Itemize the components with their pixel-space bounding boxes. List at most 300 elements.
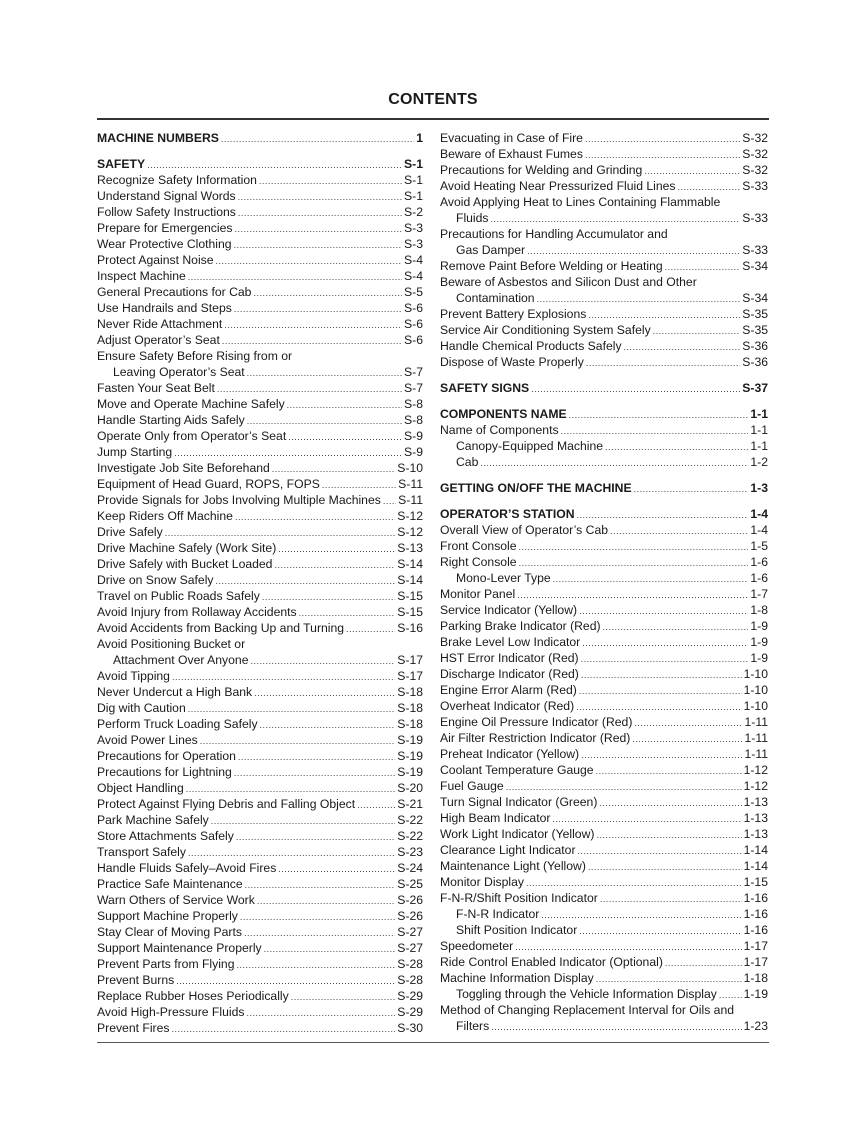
dot-leader — [253, 285, 402, 300]
toc-entry-text: High Beam Indicator — [440, 811, 551, 825]
toc-entry[interactable] — [440, 618, 768, 634]
toc-entry[interactable] — [440, 454, 768, 470]
toc-page-number: 1-14 — [743, 859, 768, 873]
toc-entry-text: Recognize Safety Information — [97, 173, 257, 187]
toc-entry[interactable] — [440, 922, 768, 938]
toc-entry-text: Prevent Burns — [97, 973, 175, 987]
toc-entry[interactable] — [97, 812, 423, 828]
toc-entry[interactable] — [440, 842, 768, 858]
toc-entry[interactable] — [97, 988, 423, 1004]
toc-entry[interactable] — [97, 764, 423, 780]
dot-leader — [260, 717, 396, 732]
dot-leader — [383, 493, 396, 508]
toc-entry[interactable] — [97, 700, 423, 716]
toc-section-heading[interactable] — [97, 156, 423, 172]
toc-page-number: 1-13 — [743, 811, 768, 825]
toc-entry-text: MACHINE NUMBERS — [97, 131, 219, 145]
toc-entry[interactable] — [97, 652, 423, 668]
toc-section-heading[interactable] — [440, 380, 768, 396]
toc-entry-text: Canopy-Equipped Machine — [456, 439, 604, 453]
toc-entry[interactable] — [440, 906, 768, 922]
dot-leader — [235, 509, 395, 524]
toc-page-number: 1-16 — [743, 891, 768, 905]
toc-entry-text: Machine Information Display — [440, 971, 594, 985]
toc-entry[interactable] — [97, 972, 423, 988]
toc-entry-text: Shift Position Indicator — [456, 923, 578, 937]
toc-entry-text: Follow Safety Instructions — [97, 205, 236, 219]
toc-entry-text: Ride Control Enabled Indicator (Optional) — [440, 955, 663, 969]
toc-entry[interactable] — [440, 810, 768, 826]
dot-leader — [579, 923, 741, 938]
dot-leader — [517, 587, 748, 602]
toc-page-number: 1-5 — [750, 539, 768, 553]
toc-page-number: S-19 — [397, 765, 423, 779]
toc-entry[interactable] — [97, 940, 423, 956]
dot-leader — [176, 973, 395, 988]
toc-section-heading[interactable] — [97, 130, 423, 146]
toc-entry[interactable] — [97, 828, 423, 844]
dot-leader — [188, 269, 402, 284]
toc-entry-text: Right Console — [440, 555, 517, 569]
toc-entry-text: Discharge Indicator (Red) — [440, 667, 579, 681]
toc-page-number: 1-13 — [743, 827, 768, 841]
toc-entry[interactable] — [440, 634, 768, 650]
toc-entry-text: Move and Operate Machine Safely — [97, 397, 285, 411]
toc-page-number: S-14 — [397, 573, 423, 587]
dot-leader — [653, 323, 741, 338]
toc-entry-text: Beware of Exhaust Fumes — [440, 147, 583, 161]
toc-entry[interactable] — [97, 268, 423, 284]
toc-page-number: 1-10 — [743, 699, 768, 713]
toc-entry-text: Precautions for Operation — [97, 749, 236, 763]
toc-right-column — [440, 130, 768, 1034]
toc-entry-text: F-N-R/Shift Position Indicator — [440, 891, 598, 905]
toc-entry-text: Transport Safely — [97, 845, 186, 859]
toc-entry[interactable] — [440, 162, 768, 178]
toc-entry[interactable] — [97, 220, 423, 236]
toc-page-number: 1-8 — [750, 603, 768, 617]
toc-entry[interactable] — [97, 300, 423, 316]
toc-entry[interactable] — [97, 236, 423, 252]
toc-page-number: S-35 — [742, 307, 768, 321]
toc-entry[interactable] — [97, 844, 423, 860]
toc-entry[interactable] — [440, 242, 768, 258]
toc-page-number: 1-11 — [744, 715, 768, 729]
dot-leader — [561, 423, 749, 438]
toc-page-number: S-6 — [404, 301, 423, 315]
dot-leader — [274, 557, 395, 572]
dot-leader — [678, 179, 741, 194]
toc-entry[interactable] — [97, 876, 423, 892]
toc-entry[interactable] — [440, 970, 768, 986]
toc-page-number: 1-11 — [744, 747, 768, 761]
dot-leader — [238, 189, 402, 204]
dot-leader — [644, 163, 740, 178]
toc-entry[interactable] — [440, 714, 768, 730]
toc-entry[interactable] — [97, 956, 423, 972]
toc-page-number: 1-9 — [750, 651, 768, 665]
toc-entry-text: Engine Oil Pressure Indicator (Red) — [440, 715, 633, 729]
toc-entry[interactable] — [97, 572, 423, 588]
dot-leader — [264, 941, 396, 956]
toc-entry[interactable] — [440, 258, 768, 274]
toc-entry[interactable] — [440, 322, 768, 338]
dot-leader — [527, 243, 740, 258]
toc-page-number: S-32 — [742, 147, 768, 161]
dot-leader — [579, 683, 742, 698]
toc-page-number: S-12 — [397, 509, 423, 523]
toc-entry-text: Avoid Accidents from Backing Up and Turning — [97, 621, 345, 635]
toc-page-number: S-30 — [397, 1021, 423, 1035]
dot-leader — [634, 715, 742, 730]
toc-entry-text: Drive Machine Safely (Work Site) — [97, 541, 277, 555]
toc-entry[interactable] — [97, 684, 423, 700]
toc-page-number: S-10 — [397, 461, 423, 475]
toc-page-number: S-24 — [397, 861, 423, 875]
toc-entry-text: Operate Only from Operator’s Seat — [97, 429, 287, 443]
toc-entry[interactable] — [97, 748, 423, 764]
dot-leader — [603, 619, 749, 634]
toc-page-number: S-9 — [404, 429, 423, 443]
toc-entry[interactable] — [440, 210, 768, 226]
dot-leader — [262, 589, 395, 604]
toc-entry[interactable] — [97, 796, 423, 812]
toc-entry[interactable] — [97, 396, 423, 412]
toc-entry[interactable] — [440, 438, 768, 454]
toc-page-number: S-22 — [397, 829, 423, 843]
dot-leader — [585, 131, 740, 146]
toc-page-number: 1-17 — [743, 955, 768, 969]
toc-page-number: 1-16 — [743, 923, 768, 937]
toc-entry[interactable] — [440, 954, 768, 970]
dot-leader — [171, 1021, 395, 1036]
dot-leader — [581, 667, 742, 682]
toc-entry-text: Coolant Temperature Gauge — [440, 763, 594, 777]
toc-page-number: 1-4 — [750, 523, 768, 537]
dot-leader — [553, 571, 749, 586]
toc-entry[interactable] — [440, 130, 768, 146]
toc-entry-text: Provide Signals for Jobs Involving Multiple Machines — [97, 493, 381, 507]
toc-entry[interactable] — [440, 826, 768, 842]
toc-entry[interactable] — [440, 890, 768, 906]
toc-entry-text: Avoid Heating Near Pressurized Fluid Lines — [440, 179, 676, 193]
toc-section-heading[interactable] — [440, 506, 768, 522]
toc-page-number: S-18 — [397, 717, 423, 731]
toc-page-number: S-11 — [398, 493, 423, 507]
dot-leader — [216, 573, 396, 588]
toc-entry[interactable] — [97, 188, 423, 204]
dot-leader — [480, 455, 748, 470]
toc-entry[interactable] — [440, 586, 768, 602]
dot-leader — [586, 355, 740, 370]
toc-entry-text: Protect Against Flying Debris and Falling Object — [97, 797, 356, 811]
toc-page-number: 1-9 — [750, 619, 768, 633]
toc-page-number: 1-12 — [743, 763, 768, 777]
toc-entry[interactable] — [440, 422, 768, 438]
toc-entry-text: Prevent Parts from Flying — [97, 957, 235, 971]
dot-leader — [234, 221, 402, 236]
toc-entry[interactable] — [97, 492, 423, 508]
toc-entry[interactable] — [97, 444, 423, 460]
toc-entry[interactable] — [440, 666, 768, 682]
toc-page-number: 1-15 — [743, 875, 768, 889]
dot-leader — [287, 397, 402, 412]
toc-section-heading[interactable] — [440, 480, 768, 496]
dot-leader — [288, 429, 402, 444]
toc-entry-text: Wear Protective Clothing — [97, 237, 232, 251]
toc-entry-text: Name of Components — [440, 423, 559, 437]
toc-entry[interactable] — [97, 668, 423, 684]
toc-entry-text: COMPONENTS NAME — [440, 407, 567, 421]
toc-entry[interactable] — [97, 620, 423, 636]
toc-entry-text: Speedometer — [440, 939, 514, 953]
bottom-rule — [97, 1042, 769, 1043]
toc-entry-text: Fluids — [456, 211, 489, 225]
toc-page-number: 1 — [416, 131, 423, 145]
title-rule — [97, 118, 769, 120]
toc-entry[interactable] — [440, 762, 768, 778]
toc-page-number: S-12 — [397, 525, 423, 539]
dot-leader — [299, 605, 396, 620]
toc-entry-text: Fuel Gauge — [440, 779, 504, 793]
toc-entry-text: Brake Level Low Indicator — [440, 635, 581, 649]
dot-leader — [526, 875, 742, 890]
toc-entry[interactable] — [440, 290, 768, 306]
toc-page-number: S-8 — [404, 413, 423, 427]
toc-page-number: S-27 — [397, 925, 423, 939]
toc-page-number: S-6 — [404, 317, 423, 331]
toc-entry-text: Contamination — [456, 291, 535, 305]
toc-entry[interactable] — [97, 1004, 423, 1020]
toc-entry[interactable] — [440, 794, 768, 810]
toc-section-heading[interactable] — [440, 406, 768, 422]
toc-page-number: S-19 — [397, 733, 423, 747]
toc-entry[interactable] — [440, 778, 768, 794]
dot-leader — [578, 843, 742, 858]
toc-page-number: 1-16 — [743, 907, 768, 921]
toc-entry-text: Gas Damper — [456, 243, 526, 257]
toc-entry-text: Understand Signal Words — [97, 189, 236, 203]
toc-entry[interactable] — [440, 338, 768, 354]
toc-page-number: S-28 — [397, 957, 423, 971]
dot-leader — [322, 477, 396, 492]
toc-entry[interactable] — [440, 650, 768, 666]
toc-entry[interactable] — [97, 1020, 423, 1036]
toc-entry[interactable] — [97, 892, 423, 908]
toc-page-number: 1-13 — [743, 795, 768, 809]
toc-page-number: 1-14 — [743, 843, 768, 857]
dot-leader — [240, 909, 395, 924]
toc-entry[interactable] — [440, 570, 768, 586]
dot-leader — [632, 731, 742, 746]
toc-page-number: 1-10 — [743, 683, 768, 697]
toc-page-number: S-28 — [397, 973, 423, 987]
toc-entry[interactable] — [97, 588, 423, 604]
toc-entry[interactable] — [97, 316, 423, 332]
toc-entry[interactable] — [97, 284, 423, 300]
dot-leader — [588, 307, 740, 322]
toc-page-number: S-18 — [397, 685, 423, 699]
toc-entry-text: Prepare for Emergencies — [97, 221, 233, 235]
toc-entry-text: Evacuating in Case of Fire — [440, 131, 583, 145]
dot-leader — [537, 291, 741, 306]
dot-leader — [346, 621, 395, 636]
toc-entry-text: Stay Clear of Moving Parts — [97, 925, 242, 939]
dot-leader — [251, 653, 396, 668]
dot-leader — [247, 413, 402, 428]
dot-leader — [200, 733, 396, 748]
toc-entry[interactable] — [97, 204, 423, 220]
toc-entry-text: F-N-R Indicator — [456, 907, 540, 921]
dot-leader — [357, 797, 395, 812]
toc-entry-text: OPERATOR’S STATION — [440, 507, 575, 521]
toc-page-number: 1-1 — [750, 407, 768, 421]
toc-left-column — [97, 130, 423, 1036]
toc-page-number: S-29 — [397, 1005, 423, 1019]
dot-leader — [596, 763, 742, 778]
toc-entry-text: Avoid Tipping — [97, 669, 170, 683]
toc-entry[interactable] — [97, 556, 423, 572]
toc-entry[interactable] — [440, 858, 768, 874]
toc-entry[interactable] — [97, 924, 423, 940]
toc-page-number: S-36 — [742, 355, 768, 369]
dot-leader — [576, 699, 741, 714]
toc-page-number: 1-1 — [750, 439, 768, 453]
toc-entry[interactable] — [97, 508, 423, 524]
toc-entry[interactable] — [97, 860, 423, 876]
toc-entry-text: Filters — [456, 1019, 490, 1033]
toc-entry-text: Store Attachments Safely — [97, 829, 234, 843]
toc-page-number: S-13 — [397, 541, 423, 555]
toc-entry[interactable] — [97, 332, 423, 348]
toc-entry-text: Service Indicator (Yellow) — [440, 603, 578, 617]
toc-entry[interactable] — [440, 1018, 768, 1034]
dot-leader — [531, 381, 740, 396]
toc-page-number: S-7 — [404, 365, 423, 379]
dot-leader — [634, 481, 749, 496]
dot-leader — [506, 779, 742, 794]
toc-entry-text: Preheat Indicator (Yellow) — [440, 747, 580, 761]
toc-entry-text: Park Machine Safely — [97, 813, 209, 827]
toc-entry[interactable] — [97, 412, 423, 428]
toc-entry[interactable] — [97, 428, 423, 444]
toc-entry[interactable] — [97, 364, 423, 380]
toc-page-number: S-8 — [404, 397, 423, 411]
toc-entry-text: Handle Chemical Products Safely — [440, 339, 622, 353]
toc-entry[interactable] — [97, 908, 423, 924]
toc-entry-text: Parking Brake Indicator (Red) — [440, 619, 601, 633]
toc-page-number: S-21 — [397, 797, 423, 811]
toc-entry[interactable] — [440, 178, 768, 194]
dot-leader — [221, 131, 414, 146]
toc-page-number: 1-23 — [743, 1019, 768, 1033]
toc-entry[interactable] — [97, 380, 423, 396]
dot-leader — [599, 795, 741, 810]
toc-entry-text: Air Filter Restriction Indicator (Red) — [440, 731, 631, 745]
toc-entry[interactable] — [440, 698, 768, 714]
toc-entry-text: Ensure Safety Before Rising from or — [97, 349, 293, 363]
toc-entry[interactable] — [440, 938, 768, 954]
toc-page-number: S-20 — [397, 781, 423, 795]
toc-entry-text: Avoid Positioning Bucket or — [97, 637, 246, 651]
toc-entry[interactable] — [440, 522, 768, 538]
toc-entry[interactable] — [440, 986, 768, 1002]
dot-leader — [600, 891, 742, 906]
dot-leader — [291, 989, 396, 1004]
toc-entry-text: Precautions for Handling Accumulator and — [440, 227, 668, 241]
toc-entry[interactable] — [97, 780, 423, 796]
dot-leader — [579, 603, 748, 618]
toc-page-number: S-32 — [742, 131, 768, 145]
toc-entry[interactable] — [97, 604, 423, 620]
toc-entry[interactable] — [440, 538, 768, 554]
dot-leader — [224, 317, 402, 332]
toc-entry[interactable] — [440, 354, 768, 370]
toc-entry-text: Drive Safely — [97, 525, 163, 539]
toc-entry[interactable] — [97, 460, 423, 476]
dot-leader — [596, 971, 742, 986]
toc-page-number: S-23 — [397, 845, 423, 859]
toc-page-number: 1-7 — [750, 587, 768, 601]
toc-entry[interactable] — [440, 874, 768, 890]
toc-entry[interactable] — [440, 682, 768, 698]
toc-entry-text: Perform Truck Loading Safely — [97, 717, 258, 731]
toc-entry[interactable] — [97, 540, 423, 556]
toc-page-number: 1-12 — [743, 779, 768, 793]
dot-leader — [254, 685, 395, 700]
toc-page-number: 1-1 — [750, 423, 768, 437]
toc-entry-text: Attachment Over Anyone — [113, 653, 249, 667]
dot-leader — [519, 555, 749, 570]
toc-entry[interactable] — [440, 746, 768, 762]
toc-entry-text: Never Undercut a High Bank — [97, 685, 253, 699]
toc-entry[interactable] — [440, 602, 768, 618]
toc-page-number: S-26 — [397, 893, 423, 907]
toc-entry-text: Avoid Applying Heat to Lines Containing Flammable — [440, 195, 721, 209]
toc-entry[interactable] — [440, 146, 768, 162]
toc-entry-text: Overheat Indicator (Red) — [440, 699, 575, 713]
toc-entry[interactable] — [440, 730, 768, 746]
toc-entry[interactable] — [97, 252, 423, 268]
dot-leader — [246, 1005, 395, 1020]
toc-entry[interactable] — [97, 716, 423, 732]
dot-leader — [515, 939, 741, 954]
toc-page-number: S-33 — [742, 179, 768, 193]
toc-page-number: 1-18 — [743, 971, 768, 985]
dot-leader — [259, 173, 402, 188]
toc-entry-text: Replace Rubber Hoses Periodically — [97, 989, 289, 1003]
toc-entry-text: Engine Error Alarm (Red) — [440, 683, 577, 697]
toc-entry[interactable] — [97, 732, 423, 748]
dot-leader — [237, 957, 396, 972]
toc-entry[interactable] — [97, 172, 423, 188]
dot-leader — [222, 333, 402, 348]
toc-entry[interactable] — [440, 554, 768, 570]
toc-page-number: S-1 — [404, 189, 423, 203]
dot-leader — [582, 635, 748, 650]
toc-page-number: S-27 — [397, 941, 423, 955]
toc-page-number: S-16 — [397, 621, 423, 635]
toc-page-number: S-18 — [397, 701, 423, 715]
toc-entry-text: Method of Changing Replacement Interval for Oils and — [440, 1003, 735, 1017]
toc-page-number: S-4 — [404, 269, 423, 283]
toc-entry[interactable] — [440, 306, 768, 322]
toc-entry[interactable] — [97, 524, 423, 540]
dot-leader — [188, 845, 395, 860]
toc-entry-text: Leaving Operator’s Seat — [113, 365, 245, 379]
toc-entry-text: Drive Safely with Bucket Loaded — [97, 557, 273, 571]
toc-entry[interactable] — [97, 476, 423, 492]
